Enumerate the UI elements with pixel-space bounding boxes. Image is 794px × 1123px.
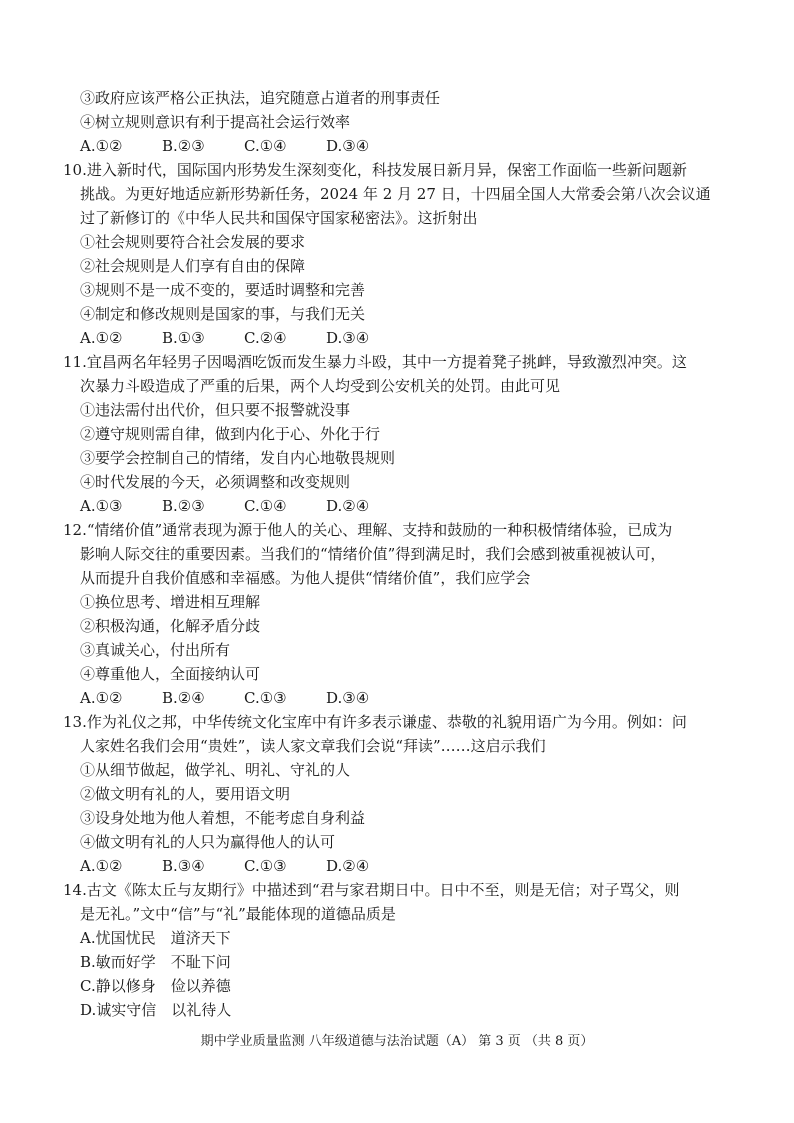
choice-c: C.②④ (244, 329, 287, 347)
choice-c: C.静以修身 俭以养德 (80, 977, 231, 995)
choice-a: A.①② (80, 137, 123, 155)
option-line: ③要学会控制自己的情绪，发自内心地敬畏规则 (80, 449, 396, 467)
choice-d: D.②④ (326, 857, 370, 875)
question-12-stem: 12.“情绪价值”通常表现为源于他人的关心、理解、支持和鼓励的一种积极情绪体验，已成为 (63, 521, 673, 539)
answer-choices (80, 495, 408, 517)
option-line: ②做文明有礼的人，要用语文明 (80, 785, 291, 803)
question-12-stem: 从而提升自我价值感和幸福感。为他人提供“情绪价值”，我们应学会 (80, 569, 531, 587)
answer-choices (80, 135, 408, 157)
question-10-stem: 10.进入新时代，国际国内形势发生深刻变化，科技发展日新月异，保密工作面临一些新问题新 (63, 161, 687, 179)
option-line: ③真诚关心，付出所有 (80, 641, 231, 659)
answer-choices (80, 687, 408, 709)
choice-a: A.①② (80, 857, 123, 875)
option-line: ④尊重他人，全面接纳认可 (80, 665, 261, 683)
choice-c: C.①④ (244, 137, 287, 155)
option-line: ②积极沟通，化解矛盾分歧 (80, 617, 261, 635)
question-10-stem: 过了新修订的《中华人民共和国保守国家秘密法》。这折射出 (80, 209, 478, 227)
choice-c: C.①③ (244, 689, 287, 707)
option-line: ④树立规则意识有利于提高社会运行效率 (80, 113, 351, 131)
choice-b: B.②④ (162, 689, 205, 707)
question-11-stem: 11.宜昌两名年轻男子因喝酒吃饭而发生暴力斗殴，其中一方提着凳子挑衅，导致激烈冲突。这 (63, 353, 687, 371)
choice-a: A.①② (80, 329, 123, 347)
choice-b: B.敏而好学 不耻下问 (80, 953, 231, 971)
choice-b: B.②③ (162, 497, 205, 515)
question-12-stem: 影响人际交往的重要因素。当我们的“情绪价值”得到满足时，我们会感到被重视被认可， (80, 545, 666, 563)
option-line: ②遵守规则需自律，做到内化于心、外化于行 (80, 425, 381, 443)
question-13-stem: 人家姓名我们会用“贵姓”，读人家文章我们会说“拜读”……这启示我们 (80, 737, 546, 755)
question-13-stem: 13.作为礼仪之邦，中华传统文化宝库中有许多表示谦虚、恭敬的礼貌用语广为今用。例如：问 (63, 713, 687, 731)
option-line: ①社会规则要符合社会发展的要求 (80, 233, 306, 251)
option-line: ④做文明有礼的人只为赢得他人的认可 (80, 833, 336, 851)
choice-d: D.③④ (326, 689, 370, 707)
question-10-stem: 挑战。为更好地适应新形势新任务，2024 年 2 月 27 日，十四届全国人大常委会第八次会议通 (80, 185, 711, 203)
question-14-stem: 是无礼。”文中“信”与“礼”最能体现的道德品质是 (80, 905, 396, 923)
option-line: ③政府应该严格公正执法，追究随意占道者的刑事责任 (80, 89, 441, 107)
option-line: ③规则不是一成不变的，要适时调整和完善 (80, 281, 366, 299)
option-line: ①换位思考、增进相互理解 (80, 593, 261, 611)
choice-d: D.③④ (326, 137, 370, 155)
choice-a: A.忧国忧民 道济天下 (80, 929, 231, 947)
option-line: ④时代发展的今天，必须调整和改变规则 (80, 473, 351, 491)
option-line: ①违法需付出代价，但只要不报警就没事 (80, 401, 351, 419)
choice-a: A.①③ (80, 497, 123, 515)
choice-b: B.①③ (162, 329, 205, 347)
option-line: ③设身处地为他人着想，不能考虑自身利益 (80, 809, 366, 827)
choice-c: C.①③ (244, 857, 287, 875)
choice-a: A.①② (80, 689, 123, 707)
answer-choices (80, 327, 408, 349)
question-14-stem: 14.古文《陈太丘与友期行》中描述到“君与家君期日中。日中不至，则是无信；对子骂父，则 (63, 881, 680, 899)
choice-b: B.②③ (162, 137, 205, 155)
page-footer: 期中学业质量监测 八年级道德与法治试题（A） 第 3 页 （共 8 页） (200, 1034, 594, 1049)
choice-d: D.诚实守信 以礼待人 (80, 1001, 232, 1019)
choice-c: C.①④ (244, 497, 287, 515)
option-line: ④制定和修改规则是国家的事，与我们无关 (80, 305, 366, 323)
question-11-stem: 次暴力斗殴造成了严重的后果，两个人均受到公安机关的处罚。由此可见 (80, 377, 561, 395)
choice-b: B.③④ (162, 857, 205, 875)
answer-choices (80, 855, 408, 877)
choice-d: D.③④ (326, 329, 370, 347)
option-line: ②社会规则是人们享有自由的保障 (80, 257, 306, 275)
choice-d: D.②④ (326, 497, 370, 515)
option-line: ①从细节做起，做学礼、明礼、守礼的人 (80, 761, 351, 779)
